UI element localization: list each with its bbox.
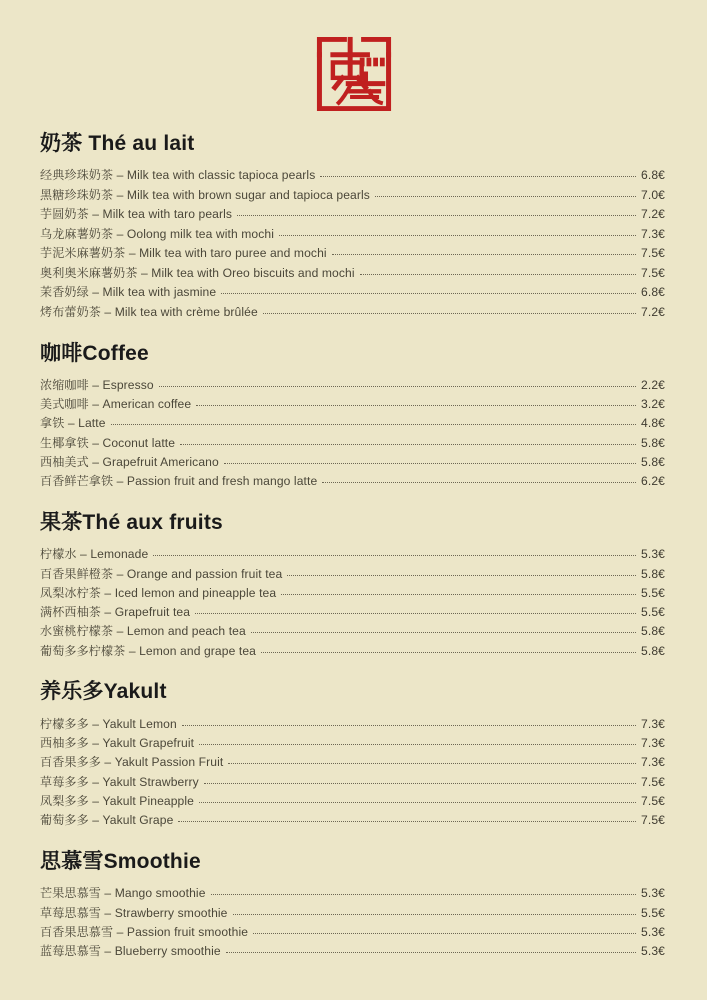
- logo-latin-mark: [359, 58, 384, 67]
- dot-leader: [375, 195, 636, 197]
- menu-item-name: 黑糖珍珠奶茶 – Milk tea with brown sugar and tapioca pearls: [40, 187, 370, 202]
- menu-item-list-smoothie: [40, 884, 665, 961]
- dot-leader: [228, 762, 636, 764]
- menu-item[interactable]: [40, 395, 665, 414]
- menu-item-name: 乌龙麻薯奶茶 – Oolong milk tea with mochi: [40, 226, 275, 241]
- menu-item-name: 柠檬水 – Lemonade: [40, 547, 149, 562]
- dot-leader: [111, 423, 637, 425]
- menu-item[interactable]: [40, 414, 665, 433]
- menu-item-name: 美式咖啡 – American coffee: [40, 397, 192, 412]
- dot-leader: [233, 913, 637, 915]
- menu-item-price: 7.3€: [641, 716, 665, 731]
- dot-leader: [360, 273, 636, 275]
- menu-item-price: 5.8€: [641, 435, 665, 450]
- menu-item-name: 葡萄多多柠檬茶 – Lemon and grape tea: [40, 643, 256, 658]
- dot-leader: [182, 724, 636, 726]
- menu-item[interactable]: [40, 791, 665, 810]
- menu-item-name: 经典珍珠奶茶 – Milk tea with classic tapioca pearls: [40, 168, 316, 183]
- menu-item-price: 6.2€: [641, 474, 665, 489]
- menu-item[interactable]: [40, 472, 665, 491]
- menu-item[interactable]: [40, 244, 665, 263]
- menu-item[interactable]: [40, 714, 665, 733]
- menu-item-name: 芋圆奶茶 – Milk tea with taro pearls: [40, 207, 233, 222]
- menu-item-list-milk-tea: [40, 166, 665, 322]
- menu-item-price: 5.8€: [641, 643, 665, 658]
- menu-item[interactable]: [40, 283, 665, 302]
- menu-item-name: 百香果多多 – Yakult Passion Fruit: [40, 755, 224, 770]
- menu-item-list-coffee: [40, 375, 665, 491]
- section-title-fruit-tea: 果茶Thé aux fruits: [40, 510, 223, 534]
- section-title-coffee: 咖啡Coffee: [40, 341, 149, 365]
- menu-item[interactable]: [40, 941, 665, 960]
- dot-leader: [195, 612, 636, 614]
- menu-item-price: 7.3€: [641, 755, 665, 770]
- menu-item-price: 3.2€: [641, 397, 665, 412]
- menu-item-name: 茉香奶绿 – Milk tea with jasmine: [40, 285, 217, 300]
- menu-item-price: 4.8€: [641, 416, 665, 431]
- menu-item-price: 7.0€: [641, 187, 665, 202]
- menu-item[interactable]: [40, 185, 665, 204]
- menu-section-milk-tea: [40, 132, 665, 322]
- menu-item-price: 7.5€: [641, 793, 665, 808]
- dot-leader: [180, 443, 636, 445]
- dot-leader: [287, 574, 636, 576]
- dot-leader: [199, 743, 636, 745]
- dot-leader: [211, 893, 637, 895]
- section-title-yakult: 养乐多Yakult: [40, 680, 167, 704]
- menu-section-smoothie: [40, 850, 665, 961]
- menu-item[interactable]: [40, 622, 665, 641]
- dot-leader: [159, 385, 636, 387]
- dot-leader: [320, 175, 636, 177]
- menu-item-price: 5.8€: [641, 624, 665, 639]
- menu-item[interactable]: [40, 564, 665, 583]
- menu-item-name: 葡萄多多 – Yakult Grape: [40, 813, 174, 828]
- menu-section-yakult: [40, 680, 665, 829]
- dot-leader: [251, 631, 636, 633]
- menu-item[interactable]: [40, 753, 665, 772]
- menu-item-name: 拿铁 – Latte: [40, 416, 106, 431]
- dot-leader: [237, 214, 636, 216]
- menu-item[interactable]: [40, 302, 665, 321]
- menu-item-price: 6.8€: [641, 285, 665, 300]
- menu-item-price: 7.5€: [641, 774, 665, 789]
- menu-item[interactable]: [40, 545, 665, 564]
- menu-item-name: 草莓多多 – Yakult Strawberry: [40, 774, 199, 789]
- menu-item-name: 生椰拿铁 – Coconut latte: [40, 435, 176, 450]
- section-title-milk-tea: 奶茶 Thé au lait: [40, 132, 195, 155]
- menu-item-list-yakult: [40, 714, 665, 830]
- menu-item-name: 芋泥米麻薯奶茶 – Milk tea with taro puree and mochi: [40, 246, 327, 261]
- dot-leader: [221, 292, 636, 294]
- menu-item[interactable]: [40, 884, 665, 903]
- menu-item[interactable]: [40, 772, 665, 791]
- menu-item[interactable]: [40, 205, 665, 224]
- menu-item[interactable]: [40, 583, 665, 602]
- menu-item[interactable]: [40, 641, 665, 660]
- menu-item-price: 5.3€: [641, 886, 665, 901]
- menu-item-price: 5.3€: [641, 924, 665, 939]
- menu-item-name: 草莓思慕雪 – Strawberry smoothie: [40, 905, 228, 920]
- menu-item-name: 百香果思慕雪 – Passion fruit smoothie: [40, 924, 249, 939]
- menu-item-name: 百香鲜芒拿铁 – Passion fruit and fresh mango latte: [40, 474, 318, 489]
- menu-item-name: 水蜜桃柠檬茶 – Lemon and peach tea: [40, 624, 246, 639]
- menu-item[interactable]: [40, 733, 665, 752]
- menu-item-name: 凤梨多多 – Yakult Pineapple: [40, 793, 194, 808]
- menu-item-name: 西柚多多 – Yakult Grapefruit: [40, 736, 195, 751]
- menu-section-coffee: [40, 342, 665, 491]
- dot-leader: [263, 312, 636, 314]
- dot-leader: [253, 932, 636, 934]
- menu-item[interactable]: [40, 375, 665, 394]
- menu-sections: [0, 132, 707, 961]
- menu-item-price: 7.5€: [641, 813, 665, 828]
- menu-item[interactable]: [40, 903, 665, 922]
- menu-item-name: 浓缩咖啡 – Espresso: [40, 377, 154, 392]
- menu-item[interactable]: [40, 166, 665, 185]
- menu-item-name: 奥利奥米麻薯奶茶 – Milk tea with Oreo biscuits and mochi: [40, 265, 355, 280]
- dot-leader: [279, 234, 636, 236]
- dot-leader: [196, 404, 636, 406]
- menu-item-name: 烤布蕾奶茶 – Milk tea with crème brûlée: [40, 304, 258, 319]
- menu-item-name: 芒果思慕雪 – Mango smoothie: [40, 886, 206, 901]
- menu-item[interactable]: [40, 452, 665, 471]
- menu-item-price: 7.5€: [641, 246, 665, 261]
- menu-item[interactable]: [40, 603, 665, 622]
- menu-item-price: 5.3€: [641, 547, 665, 562]
- menu-item-price: 2.2€: [641, 377, 665, 392]
- logo-container: [0, 0, 707, 132]
- section-title-smoothie: 思慕雪Smoothie: [40, 849, 201, 873]
- dot-leader: [261, 651, 636, 653]
- dot-leader: [281, 593, 636, 595]
- menu-section-fruit-tea: [40, 511, 665, 660]
- dot-leader: [204, 782, 636, 784]
- dot-leader: [224, 462, 636, 464]
- dot-leader: [153, 554, 636, 556]
- dot-leader: [178, 820, 636, 822]
- menu-item-name: 西柚美式 – Grapefruit Americano: [40, 455, 219, 469]
- menu-item-price: 7.5€: [641, 265, 665, 280]
- menu-item-list-fruit-tea: [40, 545, 665, 661]
- menu-item[interactable]: [40, 224, 665, 243]
- menu-item-price: 5.5€: [641, 905, 665, 920]
- menu-item-name: 蓝莓思慕雪 – Blueberry smoothie: [40, 944, 221, 959]
- menu-item-price: 5.5€: [641, 585, 665, 600]
- dongjia-seal-logo-icon: [306, 26, 402, 122]
- menu-item[interactable]: [40, 263, 665, 282]
- menu-item[interactable]: [40, 433, 665, 452]
- menu-item-name: 百香果鲜橙茶 – Orange and passion fruit tea: [40, 566, 283, 581]
- menu-item[interactable]: [40, 922, 665, 941]
- dot-leader: [226, 951, 636, 953]
- dot-leader: [332, 253, 636, 255]
- menu-item-name: 柠檬多多 – Yakult Lemon: [40, 716, 177, 731]
- dot-leader: [322, 481, 636, 483]
- menu-item-price: 7.3€: [641, 736, 665, 751]
- menu-item-price: 7.2€: [641, 304, 665, 319]
- menu-item-price: 5.3€: [641, 944, 665, 959]
- menu-item-name: 凤梨冰柠茶 – Iced lemon and pineapple tea: [40, 585, 277, 600]
- menu-item-name: 满杯西柚茶 – Grapefruit tea: [40, 605, 191, 620]
- menu-item-price: 5.8€: [641, 455, 665, 469]
- dot-leader: [199, 801, 636, 803]
- menu-item-price: 5.8€: [641, 566, 665, 581]
- menu-item-price: 5.5€: [641, 605, 665, 620]
- menu-item-price: 7.3€: [641, 226, 665, 241]
- menu-item[interactable]: [40, 811, 665, 830]
- menu-item-price: 7.2€: [641, 207, 665, 222]
- menu-item-price: 6.8€: [641, 168, 665, 183]
